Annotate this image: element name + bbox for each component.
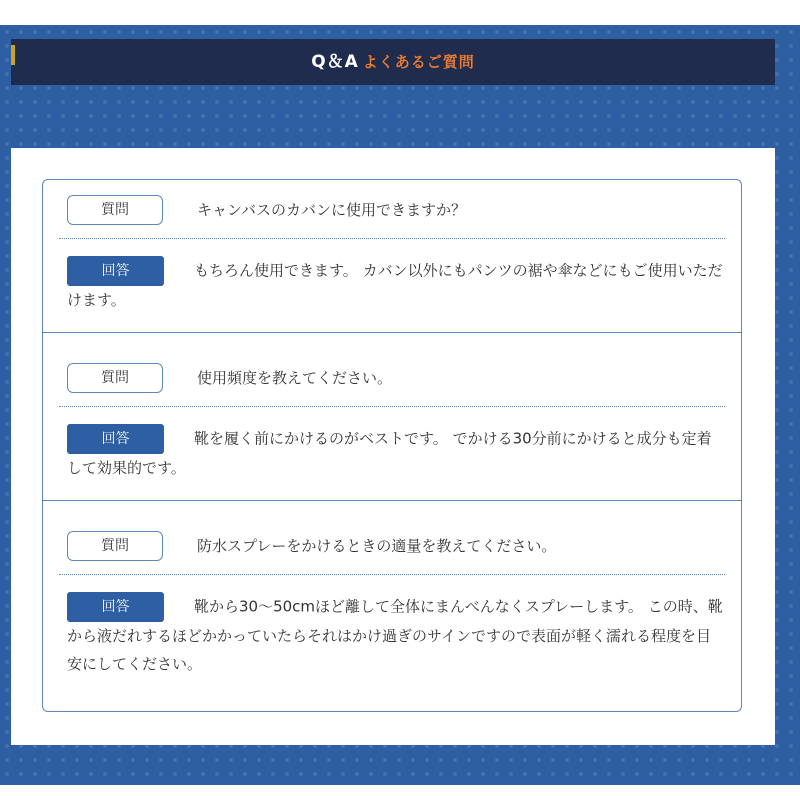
answer-badge: 回答 bbox=[67, 256, 164, 286]
question-row bbox=[43, 180, 741, 238]
question-text: 使用頻度を教えてください。 bbox=[197, 369, 393, 387]
faq-header-bar bbox=[11, 39, 775, 85]
faq-list bbox=[42, 179, 742, 712]
answer-block bbox=[67, 424, 723, 482]
answer-block bbox=[67, 592, 723, 678]
answer-badge: 回答 bbox=[67, 592, 164, 622]
question-row bbox=[43, 348, 741, 406]
faq-item bbox=[43, 501, 741, 711]
header-accent-mark bbox=[11, 45, 15, 65]
faq-item bbox=[43, 333, 741, 501]
dotted-divider bbox=[59, 238, 725, 239]
faq-item bbox=[43, 180, 741, 333]
header-title-qa: Q＆A bbox=[311, 52, 359, 72]
dotted-divider bbox=[59, 406, 725, 407]
question-badge: 質問 bbox=[67, 531, 163, 561]
question-text: 防水スプレーをかけるときの適量を教えてください。 bbox=[197, 537, 557, 555]
question-badge: 質問 bbox=[67, 195, 163, 225]
answer-text: 靴を履く前にかけるのがベストです。 でかける30分前にかけると成分も定着して効果的です。 bbox=[67, 429, 712, 477]
answer-text: 靴から30～50cmほど離して全体にまんべんなくスプレーします。 この時、靴から液だれするほどかかっていたらそれはかけ過ぎのサインですので表面が軽く濡れる程度を目安にしてください。 bbox=[67, 597, 723, 673]
answer-text: もちろん使用できます。 カバン以外にもパンツの裾や傘などにもご使用いただけます。 bbox=[67, 261, 723, 309]
question-badge: 質問 bbox=[67, 363, 163, 393]
answer-badge: 回答 bbox=[67, 424, 164, 454]
dotted-divider bbox=[59, 574, 725, 575]
answer-block bbox=[67, 256, 723, 314]
question-row bbox=[43, 516, 741, 574]
header-title-sub: よくあるご質問 bbox=[362, 53, 475, 71]
question-text: キャンバスのカバンに使用できますか？ bbox=[197, 201, 466, 219]
